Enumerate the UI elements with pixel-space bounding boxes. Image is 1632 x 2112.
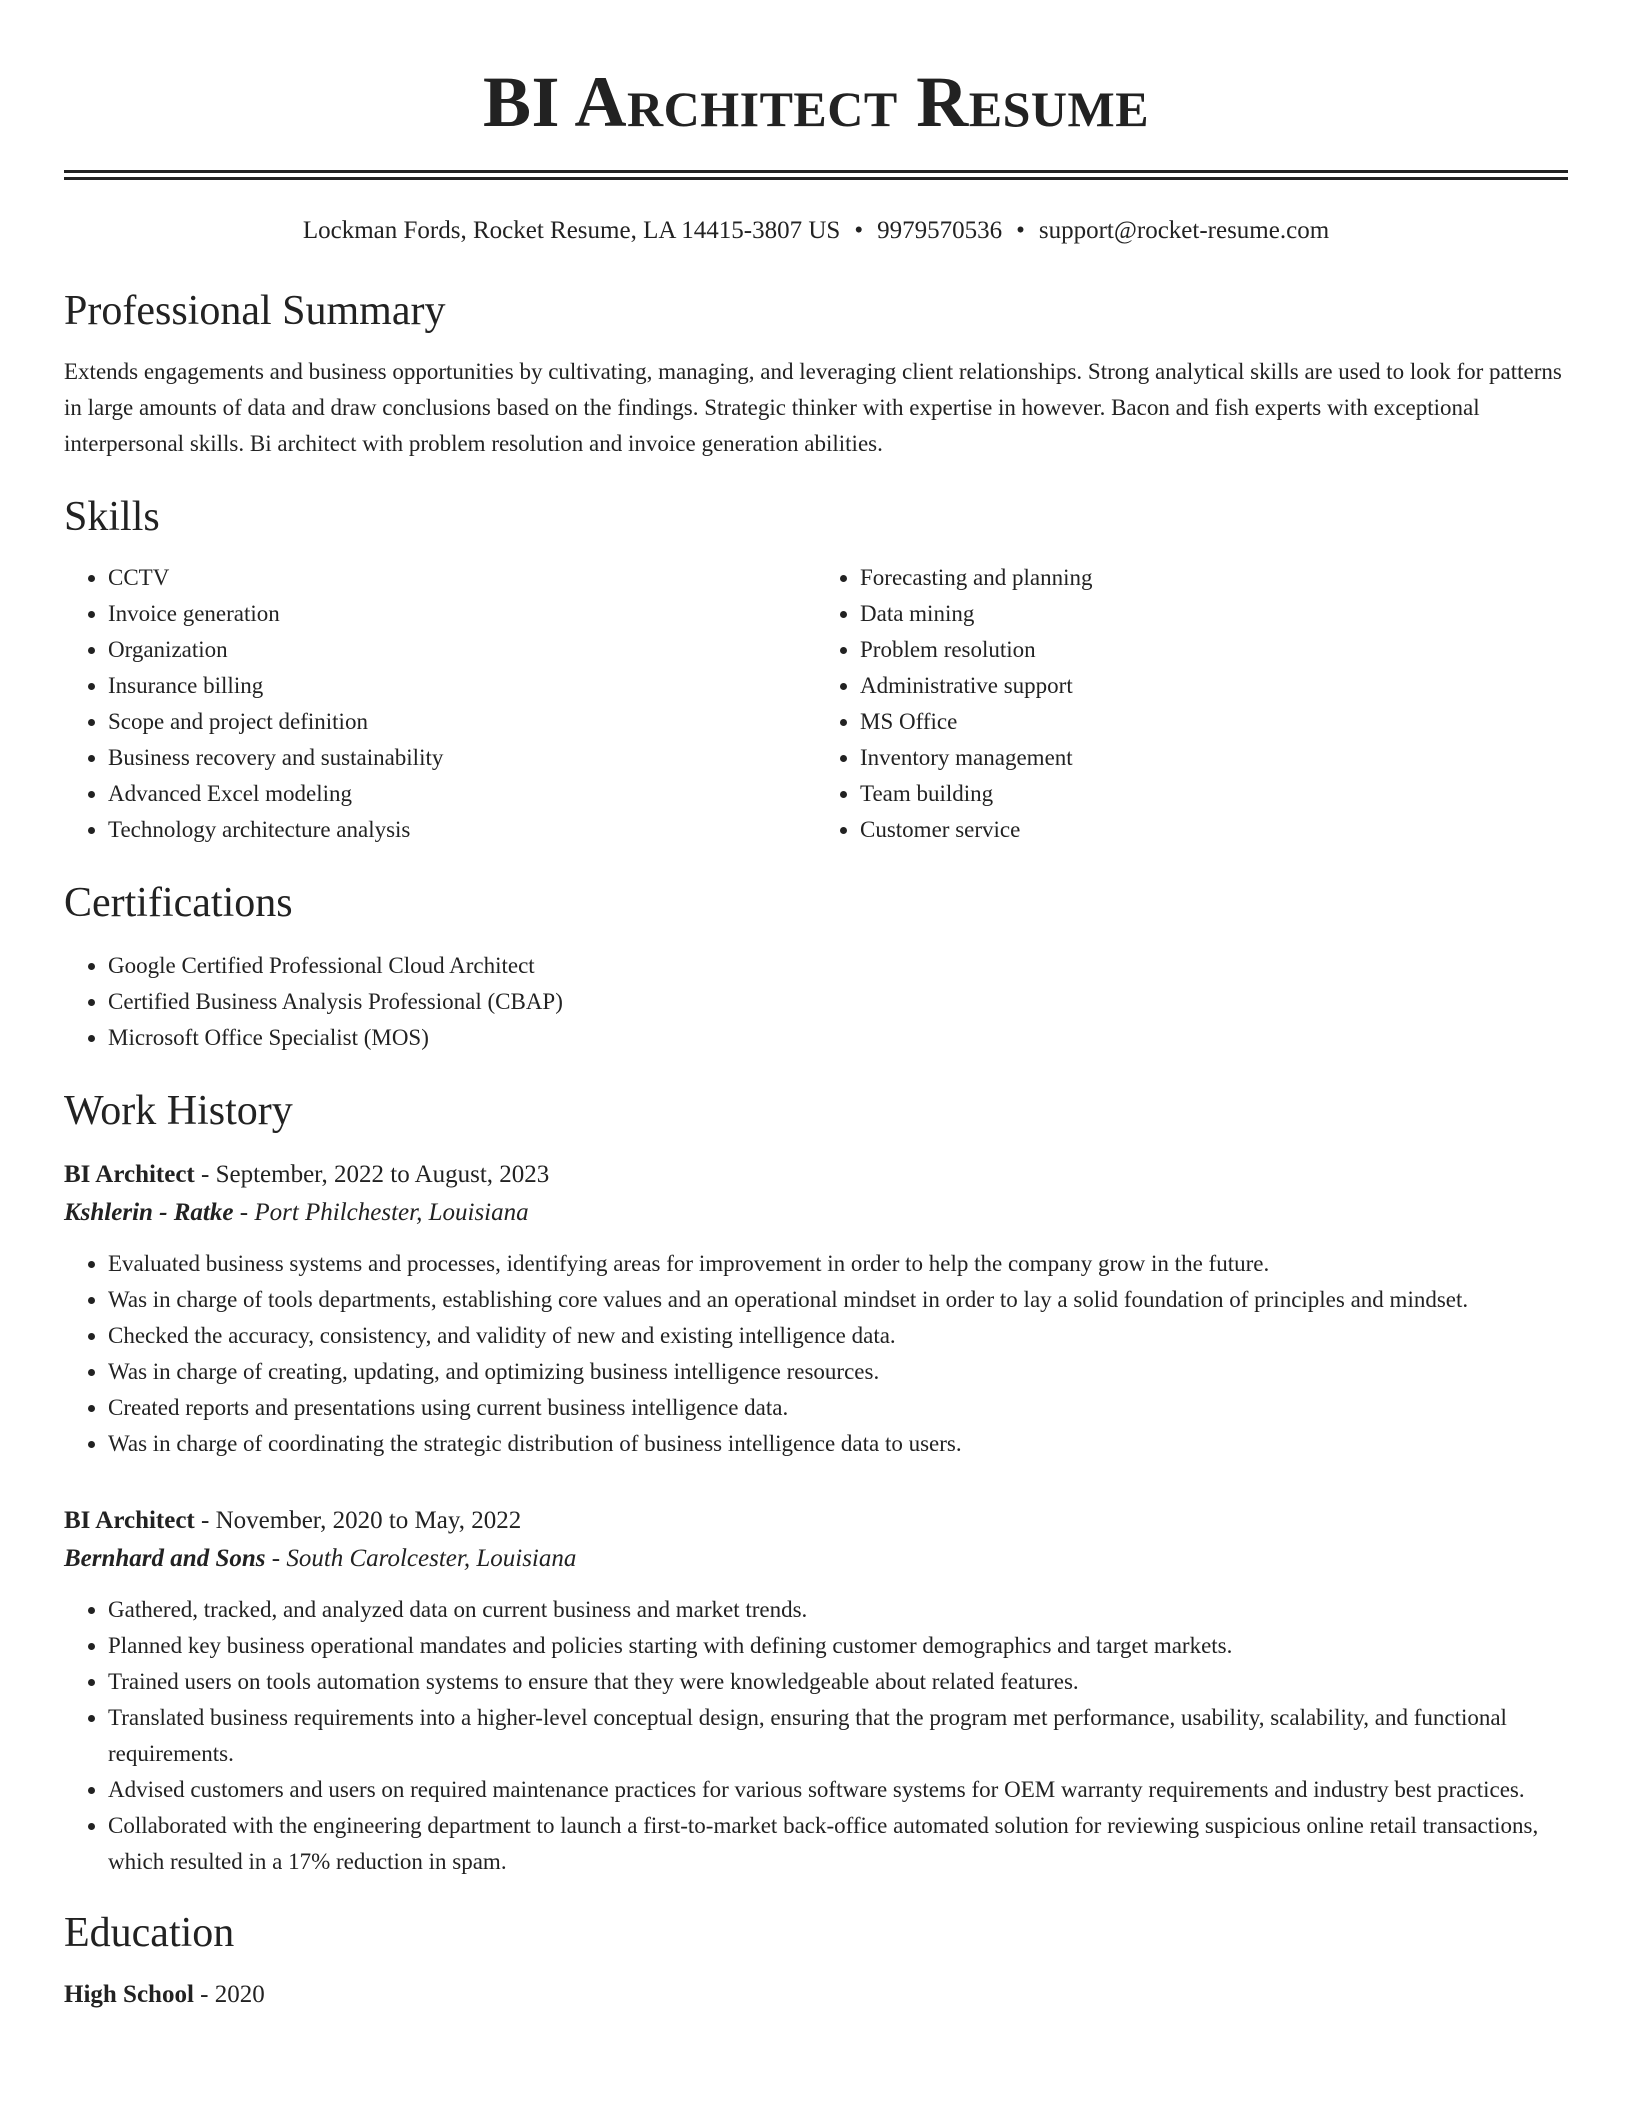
skill-item: • Scope and project definition <box>108 704 816 740</box>
skill-item: • Customer service <box>860 812 1568 848</box>
contact-separator: • <box>854 217 864 244</box>
job-bullet: • Was in charge of coordinating the strategic distribution of business intelligence data to users. <box>108 1426 1568 1462</box>
job-bullets <box>64 1592 1568 1880</box>
job-location: Port Philchester, Louisiana <box>254 1199 529 1226</box>
job-title: BI Architect <box>64 1161 195 1188</box>
certification-item: • Certified Business Analysis Professional (CBAP) <box>108 984 1568 1020</box>
job-bullet: • Planned key business operational mandates and policies starting with defining customer demographics and target markets. <box>108 1628 1568 1664</box>
skill-item: • Team building <box>860 776 1568 812</box>
education-heading: Education <box>64 1910 235 1956</box>
job-bullet: • Trained users on tools automation systems to ensure that they were knowledgeable about related features. <box>108 1664 1568 1700</box>
job-entry <box>64 1156 1568 1462</box>
education-degree: High School <box>64 1981 194 2008</box>
education-entry: High School - 2020 <box>64 1981 265 2008</box>
job-company-line: Bernhard and Sons - South Carolcester, Louisiana <box>64 1545 577 1572</box>
skill-item: • Advanced Excel modeling <box>108 776 816 812</box>
job-bullet: • Collaborated with the engineering department to launch a first-to-market back-office automated solution for reviewing suspicious online retail transactions, which resulted in a 17% reduction in spam. <box>108 1808 1568 1880</box>
contact-address: Lockman Fords, Rocket Resume, LA 14415-3807 US <box>302 217 841 244</box>
contact-separator: • <box>1016 217 1025 244</box>
job-location: South Carolcester, Louisiana <box>286 1545 577 1572</box>
job-bullet: • Checked the accuracy, consistency, and validity of new and existing intelligence data. <box>108 1318 1568 1354</box>
skill-item: • Inventory management <box>860 740 1568 776</box>
job-bullet: • Was in charge of tools departments, establishing core values and an operational mindset in order to lay a solid foundation of principles and mindset. <box>108 1282 1568 1318</box>
job-company: Bernhard and Sons <box>64 1545 266 1572</box>
skill-item: • Business recovery and sustainability <box>108 740 816 776</box>
job-bullet: • Advised customers and users on required maintenance practices for various software systems for OEM warranty requirements and industry best practices. <box>108 1772 1568 1808</box>
certification-item: • Google Certified Professional Cloud Architect <box>108 948 1568 984</box>
job-bullet: • Translated business requirements into a higher-level conceptual design, ensuring that the program met performance, usability, scalability, and functional requirements. <box>108 1700 1568 1772</box>
job-bullets <box>64 1246 1568 1462</box>
summary-heading: Professional Summary <box>64 288 446 334</box>
skill-item: • Organization <box>108 632 816 668</box>
skill-item: • Insurance billing <box>108 668 816 704</box>
skill-item: • CCTV <box>108 560 816 596</box>
contact-line <box>64 214 1568 248</box>
certifications-list <box>64 948 1568 1056</box>
skill-item: • Technology architecture analysis <box>108 812 816 848</box>
resume-title: BI Architect Resume <box>482 62 1150 142</box>
skill-item: • Administrative support <box>860 668 1568 704</box>
title-double-rule <box>64 170 1568 180</box>
job-entry <box>64 1502 1568 1880</box>
job-bullet: • Created reports and presentations using current business intelligence data. <box>108 1390 1568 1426</box>
job-title: BI Architect <box>64 1507 195 1534</box>
job-dates: September, 2022 to August, 2023 <box>215 1161 550 1188</box>
job-bullet: • Evaluated business systems and processes, identifying areas for improvement in order to help the company grow in the future. <box>108 1246 1568 1282</box>
job-bullet: • Gathered, tracked, and analyzed data on current business and market trends. <box>108 1592 1568 1628</box>
education-year: 2020 <box>214 1981 265 2008</box>
contact-email: support@rocket-resume.com <box>1038 217 1330 244</box>
skills-list-left <box>64 560 816 848</box>
skill-item: • Forecasting and planning <box>860 560 1568 596</box>
summary-text: Extends engagements and business opportunities by cultivating, managing, and leveraging client relationships. Strong analytical skills are used to look for patterns in large amounts of data and draw conclusions based on the findings. Strategic thinker with expertise in however. Bacon and fish experts with exceptional interpersonal skills. Bi architect with problem resolution and invoice generation abilities. <box>64 359 1562 456</box>
job-title-line: BI Architect - November, 2020 to May, 2022 <box>64 1507 522 1534</box>
job-company: Kshlerin - Ratke <box>64 1199 234 1226</box>
job-dates: November, 2020 to May, 2022 <box>215 1507 522 1534</box>
job-bullet: • Was in charge of creating, updating, and optimizing business intelligence resources. <box>108 1354 1568 1390</box>
skills-heading: Skills <box>64 494 160 540</box>
skill-item: • Invoice generation <box>108 596 816 632</box>
job-title-line: BI Architect - September, 2022 to August, 2023 <box>64 1161 550 1188</box>
skills-columns <box>64 560 1568 848</box>
work-history-heading: Work History <box>64 1088 293 1134</box>
skill-item: • MS Office <box>860 704 1568 740</box>
skills-list-right <box>816 560 1568 848</box>
certification-item: • Microsoft Office Specialist (MOS) <box>108 1020 1568 1056</box>
job-company-line: Kshlerin - Ratke - Port Philchester, Louisiana <box>64 1199 529 1226</box>
skill-item: • Data mining <box>860 596 1568 632</box>
skill-item: • Problem resolution <box>860 632 1568 668</box>
contact-phone: 9979570536 <box>877 217 1003 244</box>
certifications-heading: Certifications <box>64 880 293 926</box>
